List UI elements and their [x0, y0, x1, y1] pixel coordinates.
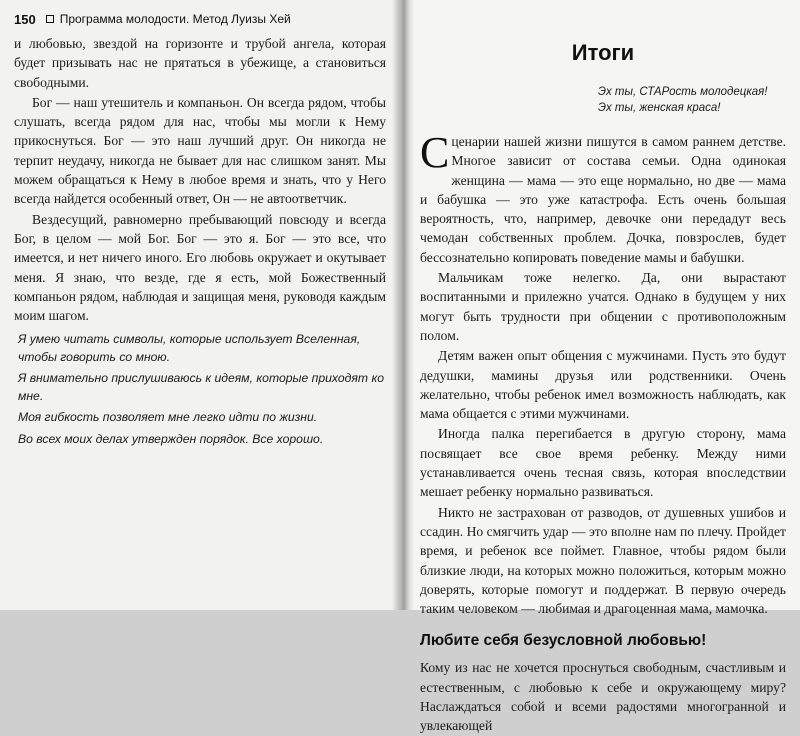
affirmation: Моя гибкость позволяет мне легко идти по жизни.: [18, 410, 318, 425]
drop-cap: С: [420, 128, 450, 177]
affirmations-block: [14, 331, 386, 448]
paragraph: и любовью, звездой на горизонте и трубой ангела, которая будет призывать нас не прятаться в убежище, а становиться свободными.: [14, 36, 386, 90]
affirmation: Я внимательно прислушиваюсь к идеям, которые приходят ко мне.: [18, 371, 384, 403]
bleed-through-header: [420, 10, 786, 24]
running-title: Программа молодости. Метод Луизы Хей: [59, 12, 291, 26]
affirmation: Во всех моих делах утвержден порядок. Все хорошо.: [18, 431, 324, 446]
paragraph: Вездесущий, равномерно пребывающий повсюду и всегда Бог, в целом — мой Бог. Бог — это я. Бог — это все, что имеется, и нет ничего иного. Его любовь окружает и окутывает меня. Я знаю, что везде, где я есть, мой Божественный компаньон рядом, наблюдая и защищая меня, руководя каждым моим шагом.: [14, 211, 386, 324]
paragraph: Кому из нас не хочется проснуться свободным, счастливым и естественным, с любовью к себе и окружающему миру? Наслаждаться собой и всеми радостями многогранной и увлекающей: [420, 660, 786, 734]
opening-paragraph: [420, 128, 786, 267]
epigraph-line: Эх ты, СТАРость молодецкая!: [598, 86, 768, 98]
epigraph-line: Эх ты, женская краса!: [598, 102, 721, 114]
book-gutter-shadow: [392, 0, 414, 610]
epigraph: [598, 84, 786, 116]
square-bullet-icon: [46, 15, 54, 23]
right-body-text-2: [420, 658, 786, 735]
right-body-text: [420, 128, 786, 618]
paragraph: Никто не застрахован от разводов, от душевных ушибов и ссадин. Но смягчить удар — это вполне нам по плечу. Пройдет время, и ребенок все поймет. Главное, чтобы рядом были близкие люди, на которых можно положиться, которым можно доверять, которые помогут и поддержат. В первую очередь таким человеком — любимая и драгоценная мама, мамочка.: [420, 504, 786, 617]
right-page: [400, 0, 800, 734]
opening-paragraph-text: ценарии нашей жизни пишутся в самом раннем детстве. Многое зависит от состава семьи. Одна одинокая женщина — мама — это еще нормально, но две — мама и бабушка — это уже катастрофа. Есть очень большая вероятность, что, например, девочке они передадут весь чемодан собственных проблем. Дочка, повзрослев, будет бессознательно копировать поведение мамы и бабушки.: [420, 134, 786, 265]
affirmation: Я умею читать символы, которые использует Вселенная, чтобы говорить со мною.: [18, 332, 361, 364]
section-title: Итоги: [571, 40, 635, 65]
running-header: [14, 10, 386, 28]
subheading: Любите себя безусловной любовью!: [420, 632, 707, 650]
paragraph: Иногда палка перегибается в другую сторону, мама посвящает все свое время ребенку. Между ними устанавливается очень тесная связь, которая впоследствии мешает ребенку нормально развиваться.: [420, 426, 786, 500]
paragraph: Детям важен опыт общения с мужчинами. Пусть это будут дедушки, мамины друзья или родственники. Очень желательно, чтобы ребенок имел возможность наблюдать, как мама общается с этими мужчинами.: [420, 348, 786, 422]
left-page: [0, 0, 400, 610]
left-body-text: [14, 34, 386, 325]
paragraph: Бог — наш утешитель и компаньон. Он всегда рядом, чтобы слушать, всегда рядом для нас, чтобы мы могли к Нему прикоснуться. Бог — это наш лучший друг. Он никогда не терпит неудачу, никогда не бывает для нас слишком занят. Мы можем обращаться к Нему в любое время и знать, что у Него всегда найдется особенный ответ, Он — не автоответчик.: [14, 94, 386, 207]
page-number: 150: [14, 11, 36, 27]
paragraph: Мальчикам тоже нелегко. Да, они вырастают воспитанными и прилежно учатся. Однако в будущем у них могут быть трудности при общении с противоположным полом.: [420, 270, 786, 343]
